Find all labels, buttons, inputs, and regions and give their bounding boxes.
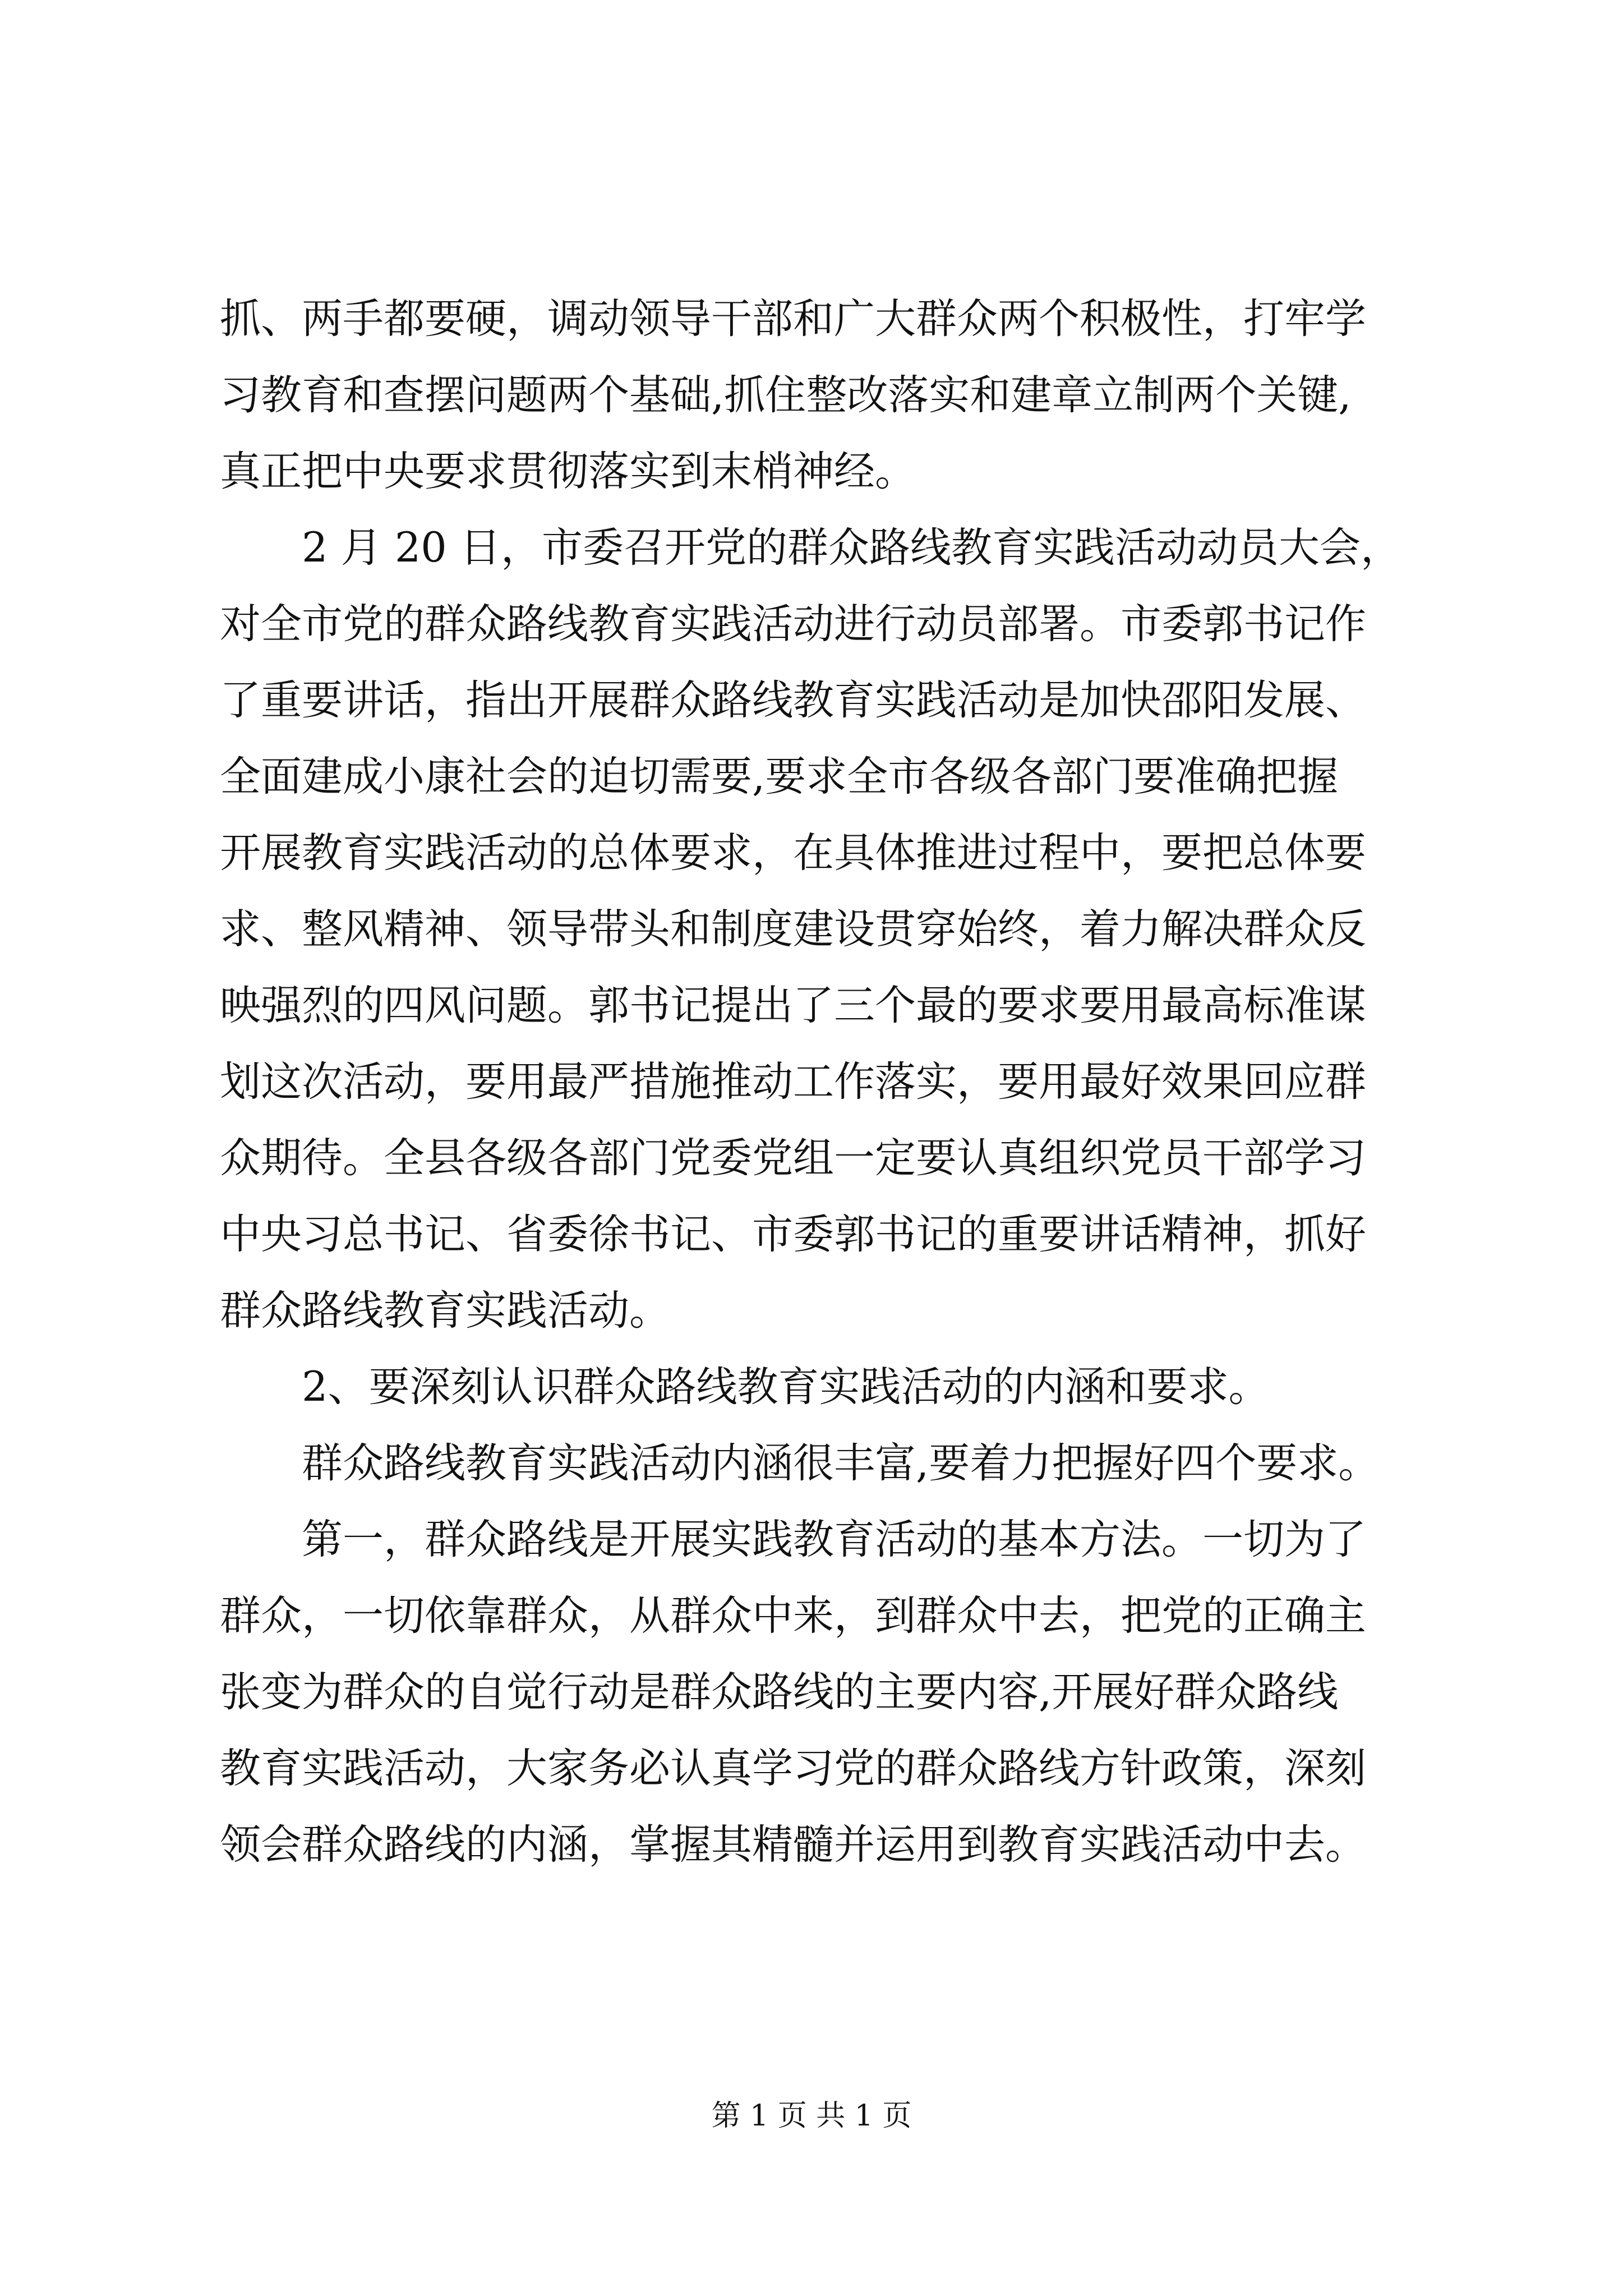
page-number-footer: 第 1 页 共 1 页 [711, 2099, 912, 2133]
document-page: 抓、两手都要硬，调动领导干部和广大群众两个积极性，打牢学 习教育和查摆问题两个基础,抓住整改落实和建章立制两个关键, 真正把中央要求贯彻落实到末梢神经。 2 月 20 日，市委召开党的群众路线教育实践活动动员大会， 对全市党的群众路线教育实践活动进行动员部署。市委郭书记作 了重要讲话，指出开展群众路线教育实践活动是加快邵阳发展、 全面建成小康社会的迫切需要,要求全市各级各部门要准确把握 开展教育实践活动的总体要求，在具体推进过程中，要把总体要 求、整风精神、领导带头和制度建设贯穿始终，着力解决群众反 映强烈的四风问题。郭书记提出了三个最的要求要用最高标准谋 划这次活动，要用最严措施推动工作落实，要用最好效果回应群 众期待。全县各级各部门党委党组一定要认真组织党员干部学习 中央习总书记、省委徐书记、市委郭书记的重要讲话精神，抓好 群众路线教育实践活动。 2、要深刻认识群众路线教育实践活动的内涵和要求。 群众路线教育实践活动内涵很丰富,要着力把握好四个要求。 第一，群众路线是开展实践教育活动的基本方法。一切为了 群众，一切依靠群众，从群众中来，到群众中去，把党的正确主 张变为群众的自觉行动是群众路线的主要内容,开展好群众路线 教育实践活动，大家务必认真学习党的群众路线方针政策，深刻 领会群众路线的内涵，掌握其精髓并运用到教育实践活动中去。 第 1 页 共 1 页 [0, 0, 1623, 2296]
